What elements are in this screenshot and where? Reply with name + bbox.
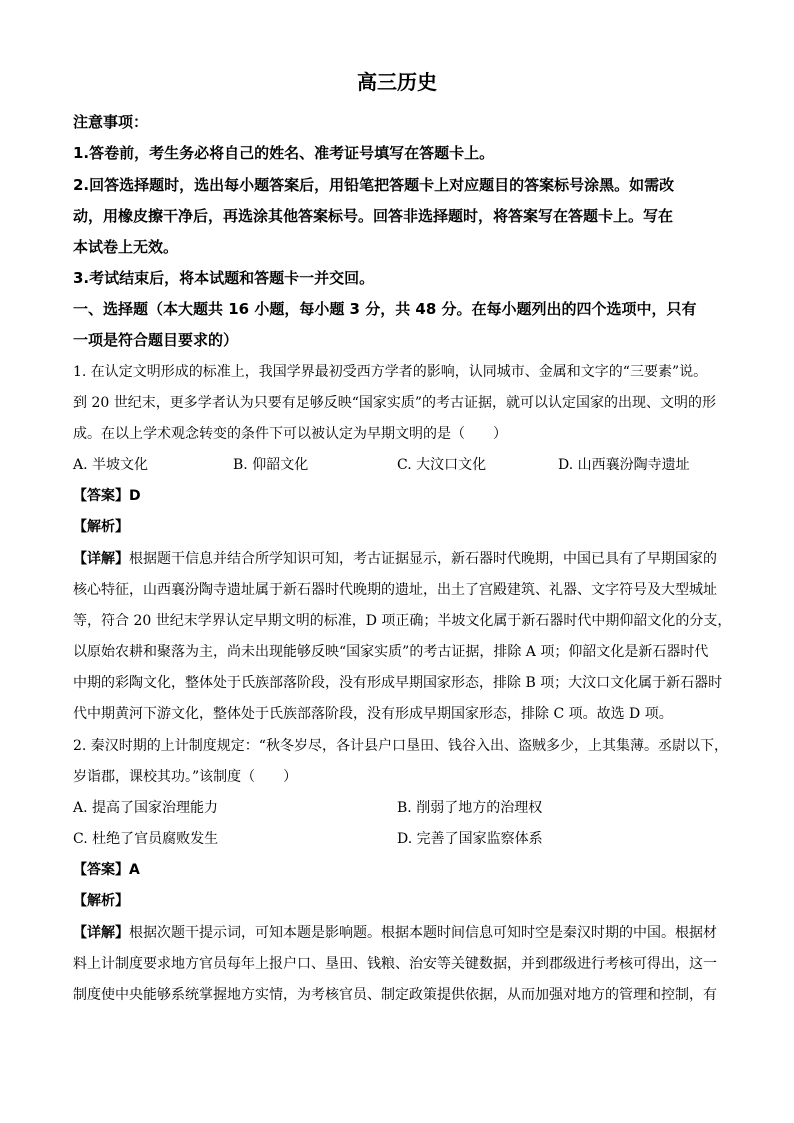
q1-detail-text-1: 根据题干信息并结合所学知识可知，考古证据显示，新石器时代晚期，中国已具有了早期国家的 (129, 551, 717, 567)
q2-stem-line-2: 岁诣郡，课校其功。”该制度（ ） (73, 769, 298, 785)
q2-stem-line-1: 2. 秦汉时期的上计制度规定：“秋冬岁尽，各计县户口垦田、钱谷入出、盗贼多少，上其集薄。丞尉以下， (73, 738, 728, 754)
q1-detail-line-2: 核心特征，山西襄汾陶寺遗址属于新石器时代晚期的遗址，出土了宫殿建筑、礼器、文字符号及大型城址 (73, 582, 717, 598)
q1-detail-line-1 (73, 548, 717, 568)
notice-heading: 注意事项： (73, 113, 149, 131)
notice-item-3: 3.考试结束后，将本试题和答题卡一并交回。 (73, 269, 375, 287)
section-heading-line-2: 一项是符合题目要求的） (73, 331, 239, 349)
q2-option-c: C. 杜绝了官员腐败发生 (73, 831, 219, 847)
notice-item-2-line-1: 2.回答选择题时，选出每小题答案后，用铅笔把答题卡上对应题目的答案标号涂黑。如需改 (73, 176, 675, 194)
q1-option-c: C. 大汶口文化 (397, 457, 487, 473)
q2-answer: 【答案】A (73, 862, 140, 878)
q1-stem-line-2: 到 20 世纪末，更多学者认为只要有足够反映“国家实质”的考古证据，就可以认定国家的出现、文明的形 (73, 395, 717, 411)
q2-analysis-label: 【解析】 (73, 893, 129, 909)
q2-detail-tag: 【详解】 (73, 925, 129, 941)
notice-item-2-line-3: 本试卷上无效。 (73, 238, 179, 256)
q1-detail-line-6: 代中期黄河下游文化，整体处于氏族部落阶段，没有形成早期国家形态，排除 C 项。故选 D 项。 (73, 706, 673, 722)
page-title: 高三历史 (357, 70, 437, 94)
q1-stem-line-1: 1. 在认定文明形成的标准上，我国学界最初受西方学者的影响，认同城市、金属和文字的“三要素”说。 (73, 364, 708, 380)
q1-option-d: D. 山西襄汾陶寺遗址 (558, 457, 690, 473)
q1-option-a: A. 半坡文化 (73, 457, 149, 473)
q2-detail-line-3: 制度使中央能够系统掌握地方实情，为考核官员、制定政策提供依据，从而加强对地方的管理和控制，有 (73, 987, 717, 1003)
notice-item-1: 1.答卷前，考生务必将自己的姓名、准考证号填写在答题卡上。 (73, 144, 495, 162)
q2-detail-line-1 (73, 922, 717, 942)
q1-detail-tag: 【详解】 (73, 551, 129, 567)
q1-detail-line-5: 中期的彩陶文化，整体处于氏族部落阶段，没有形成早期国家形态，排除 B 项；大汶口文化属于新石器时 (73, 675, 723, 691)
notice-item-2-line-2: 动，用橡皮擦干净后，再选涂其他答案标号。回答非选择题时，将答案写在答题卡上。写在 (73, 207, 674, 225)
q1-option-b: B. 仰韶文化 (233, 457, 309, 473)
section-heading-line-1: 一、选择题（本大题共 16 小题，每小题 3 分，共 48 分。在每小题列出的四个选项中，只有 (73, 300, 697, 318)
q2-option-d: D. 完善了国家监察体系 (397, 831, 543, 847)
q2-option-a: A. 提高了国家治理能力 (73, 800, 219, 816)
q1-detail-line-4: 以原始农耕和聚落为主，尚未出现能够反映“国家实质”的考古证据，排除 A 项；仰韶文化是新石器时代 (73, 644, 709, 660)
q1-stem-line-3: 成。在以上学术观念转变的条件下可以被认定为早期文明的是（ ） (73, 426, 507, 442)
q2-option-b: B. 削弱了地方的治理权 (397, 800, 543, 816)
q1-analysis-label: 【解析】 (73, 519, 129, 535)
q2-detail-line-2: 料上计制度要求地方官员每年上报户口、垦田、钱粮、治安等关键数据，并到郡级进行考核可得出，这一 (73, 956, 717, 972)
q1-detail-line-3: 等，符合 20 世纪末学界认定早期文明的标准，D 项正确；半坡文化属于新石器时代中期仰韶文化的分支， (73, 613, 732, 629)
q2-detail-text-1: 根据次题干提示词，可知本题是影响题。根据本题时间信息可知时空是秦汉时期的中国。根据材 (129, 925, 717, 941)
q1-answer: 【答案】D (73, 488, 141, 504)
